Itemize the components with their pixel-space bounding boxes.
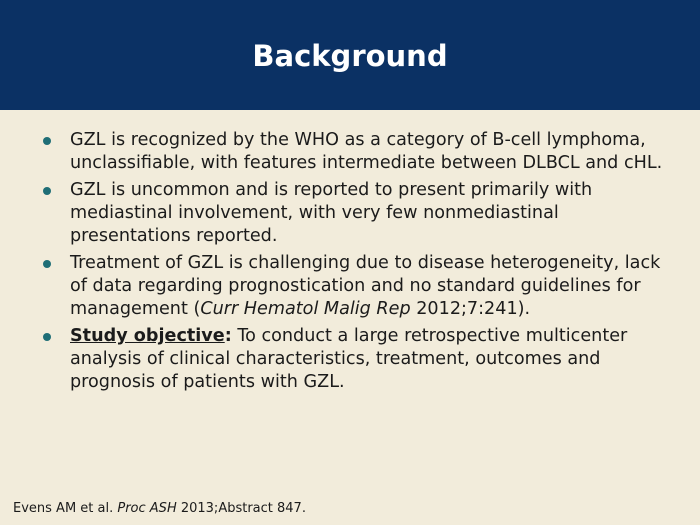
bullet-item (42, 252, 682, 321)
bullet-text: GZL is uncommon and is reported to present primarily with mediastinal involvement, with very few nonmediastinal presentations reported. (70, 180, 593, 246)
study-objective-label: Study objective (70, 326, 225, 346)
title-bar (0, 0, 700, 110)
bullet-dot-icon (43, 333, 51, 341)
bullet-text: To conduct a large retrospective multicenter analysis of clinical characteristics, treatment, outcomes and prognosis of patients with GZL. (70, 326, 628, 392)
footnote-journal: Proc ASH (117, 501, 177, 516)
bullet-dot-icon (43, 260, 51, 268)
study-objective-colon: : (224, 326, 232, 346)
footnote-citation (13, 500, 306, 518)
reference-citation: 2012;7:241). (410, 299, 531, 319)
bullet-dot-icon (43, 137, 51, 145)
footnote-authors: Evens AM et al. (13, 501, 118, 516)
bullet-text: GZL is recognized by the WHO as a category of B-cell lymphoma, unclassifiable, with features intermediate between DLBCL and cHL. (70, 130, 663, 173)
bullet-item (42, 325, 682, 394)
bullet-item (42, 129, 682, 175)
bullet-dot-icon (43, 187, 51, 195)
footnote-detail: 2013;Abstract 847. (176, 501, 306, 516)
bullet-text: Treatment of GZL is challenging due to disease heterogeneity, lack of data regarding prognostication and no standard guidelines for management ( (70, 253, 661, 319)
slide-title: Background (252, 39, 448, 73)
bullet-item (42, 179, 682, 248)
bullet-list (42, 129, 682, 398)
reference-journal: Curr Hematol Malig Rep (200, 299, 411, 319)
